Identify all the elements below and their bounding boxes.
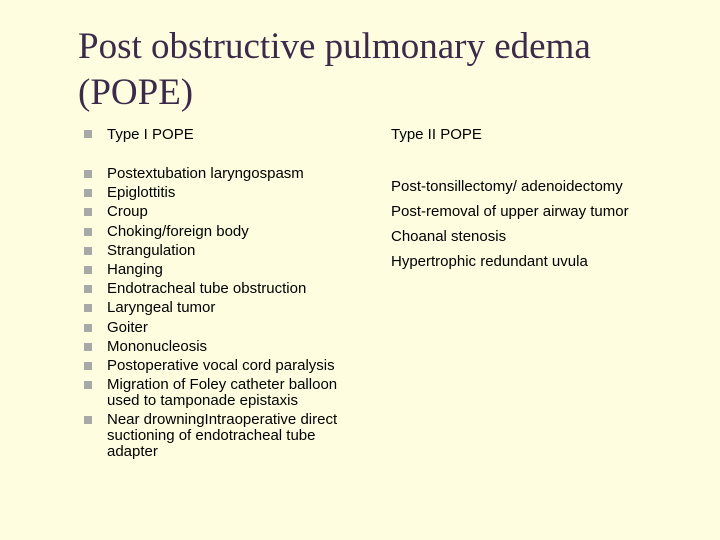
type-1-header-label: Type I POPE	[107, 126, 194, 143]
square-bullet-icon	[84, 324, 92, 332]
list-item	[84, 339, 364, 355]
list-item	[84, 377, 364, 409]
list-item-text: Migration of Foley catheter balloon used to tamponade epistaxis	[107, 375, 338, 409]
type-1-list	[84, 126, 364, 463]
square-bullet-icon	[84, 266, 92, 274]
slide-title: Post obstructive pulmonary edema (POPE)	[78, 26, 591, 113]
list-item	[84, 185, 364, 201]
square-bullet-icon	[84, 416, 92, 424]
list-item-text: Mononucleosis	[107, 337, 208, 355]
list-item-text: Croup	[107, 203, 148, 221]
square-bullet-icon	[84, 304, 92, 312]
square-bullet-icon	[84, 285, 92, 293]
list-item-text: Postoperative vocal cord paralysis	[107, 356, 335, 374]
list-item: Post-removal of upper airway tumor	[391, 203, 629, 220]
list-item	[84, 243, 364, 259]
list-item: Hypertrophic redundant uvula	[391, 253, 588, 270]
square-bullet-icon	[84, 381, 92, 389]
square-bullet-icon	[84, 247, 92, 255]
list-item-text: Strangulation	[107, 241, 196, 259]
list-item-text: Goiter	[107, 318, 148, 336]
type-2-header: Type II POPE	[391, 126, 482, 143]
type-2-list	[391, 126, 691, 278]
list-item: Choanal stenosis	[391, 228, 507, 245]
list-item-text: Postextubation laryngospasm	[107, 165, 304, 182]
list-item	[84, 358, 364, 374]
list-item	[84, 412, 364, 460]
list-item-text: Near drowningIntraoperative direct suctioning of endotracheal tube adapter	[107, 410, 338, 460]
list-item-text: Laryngeal tumor	[107, 299, 216, 317]
list-item	[84, 262, 364, 278]
list-item-text: Hanging	[107, 260, 163, 278]
list-item-text: Choking/foreign body	[107, 222, 249, 240]
list-item	[84, 166, 364, 182]
square-bullet-icon	[84, 208, 92, 216]
square-bullet-icon	[84, 130, 92, 138]
square-bullet-icon	[84, 170, 92, 178]
square-bullet-icon	[84, 343, 92, 351]
list-item-text: Endotracheal tube obstruction	[107, 280, 307, 298]
square-bullet-icon	[84, 189, 92, 197]
list-item	[84, 281, 364, 297]
list-item: Post-tonsillectomy/ adenoidectomy	[391, 178, 623, 195]
list-item	[84, 224, 364, 240]
square-bullet-icon	[84, 228, 92, 236]
square-bullet-icon	[84, 362, 92, 370]
list-item	[84, 320, 364, 336]
list-item	[84, 300, 364, 316]
list-item-text: Epiglottitis	[107, 184, 176, 202]
list-item	[84, 204, 364, 220]
type-1-header	[84, 126, 364, 144]
